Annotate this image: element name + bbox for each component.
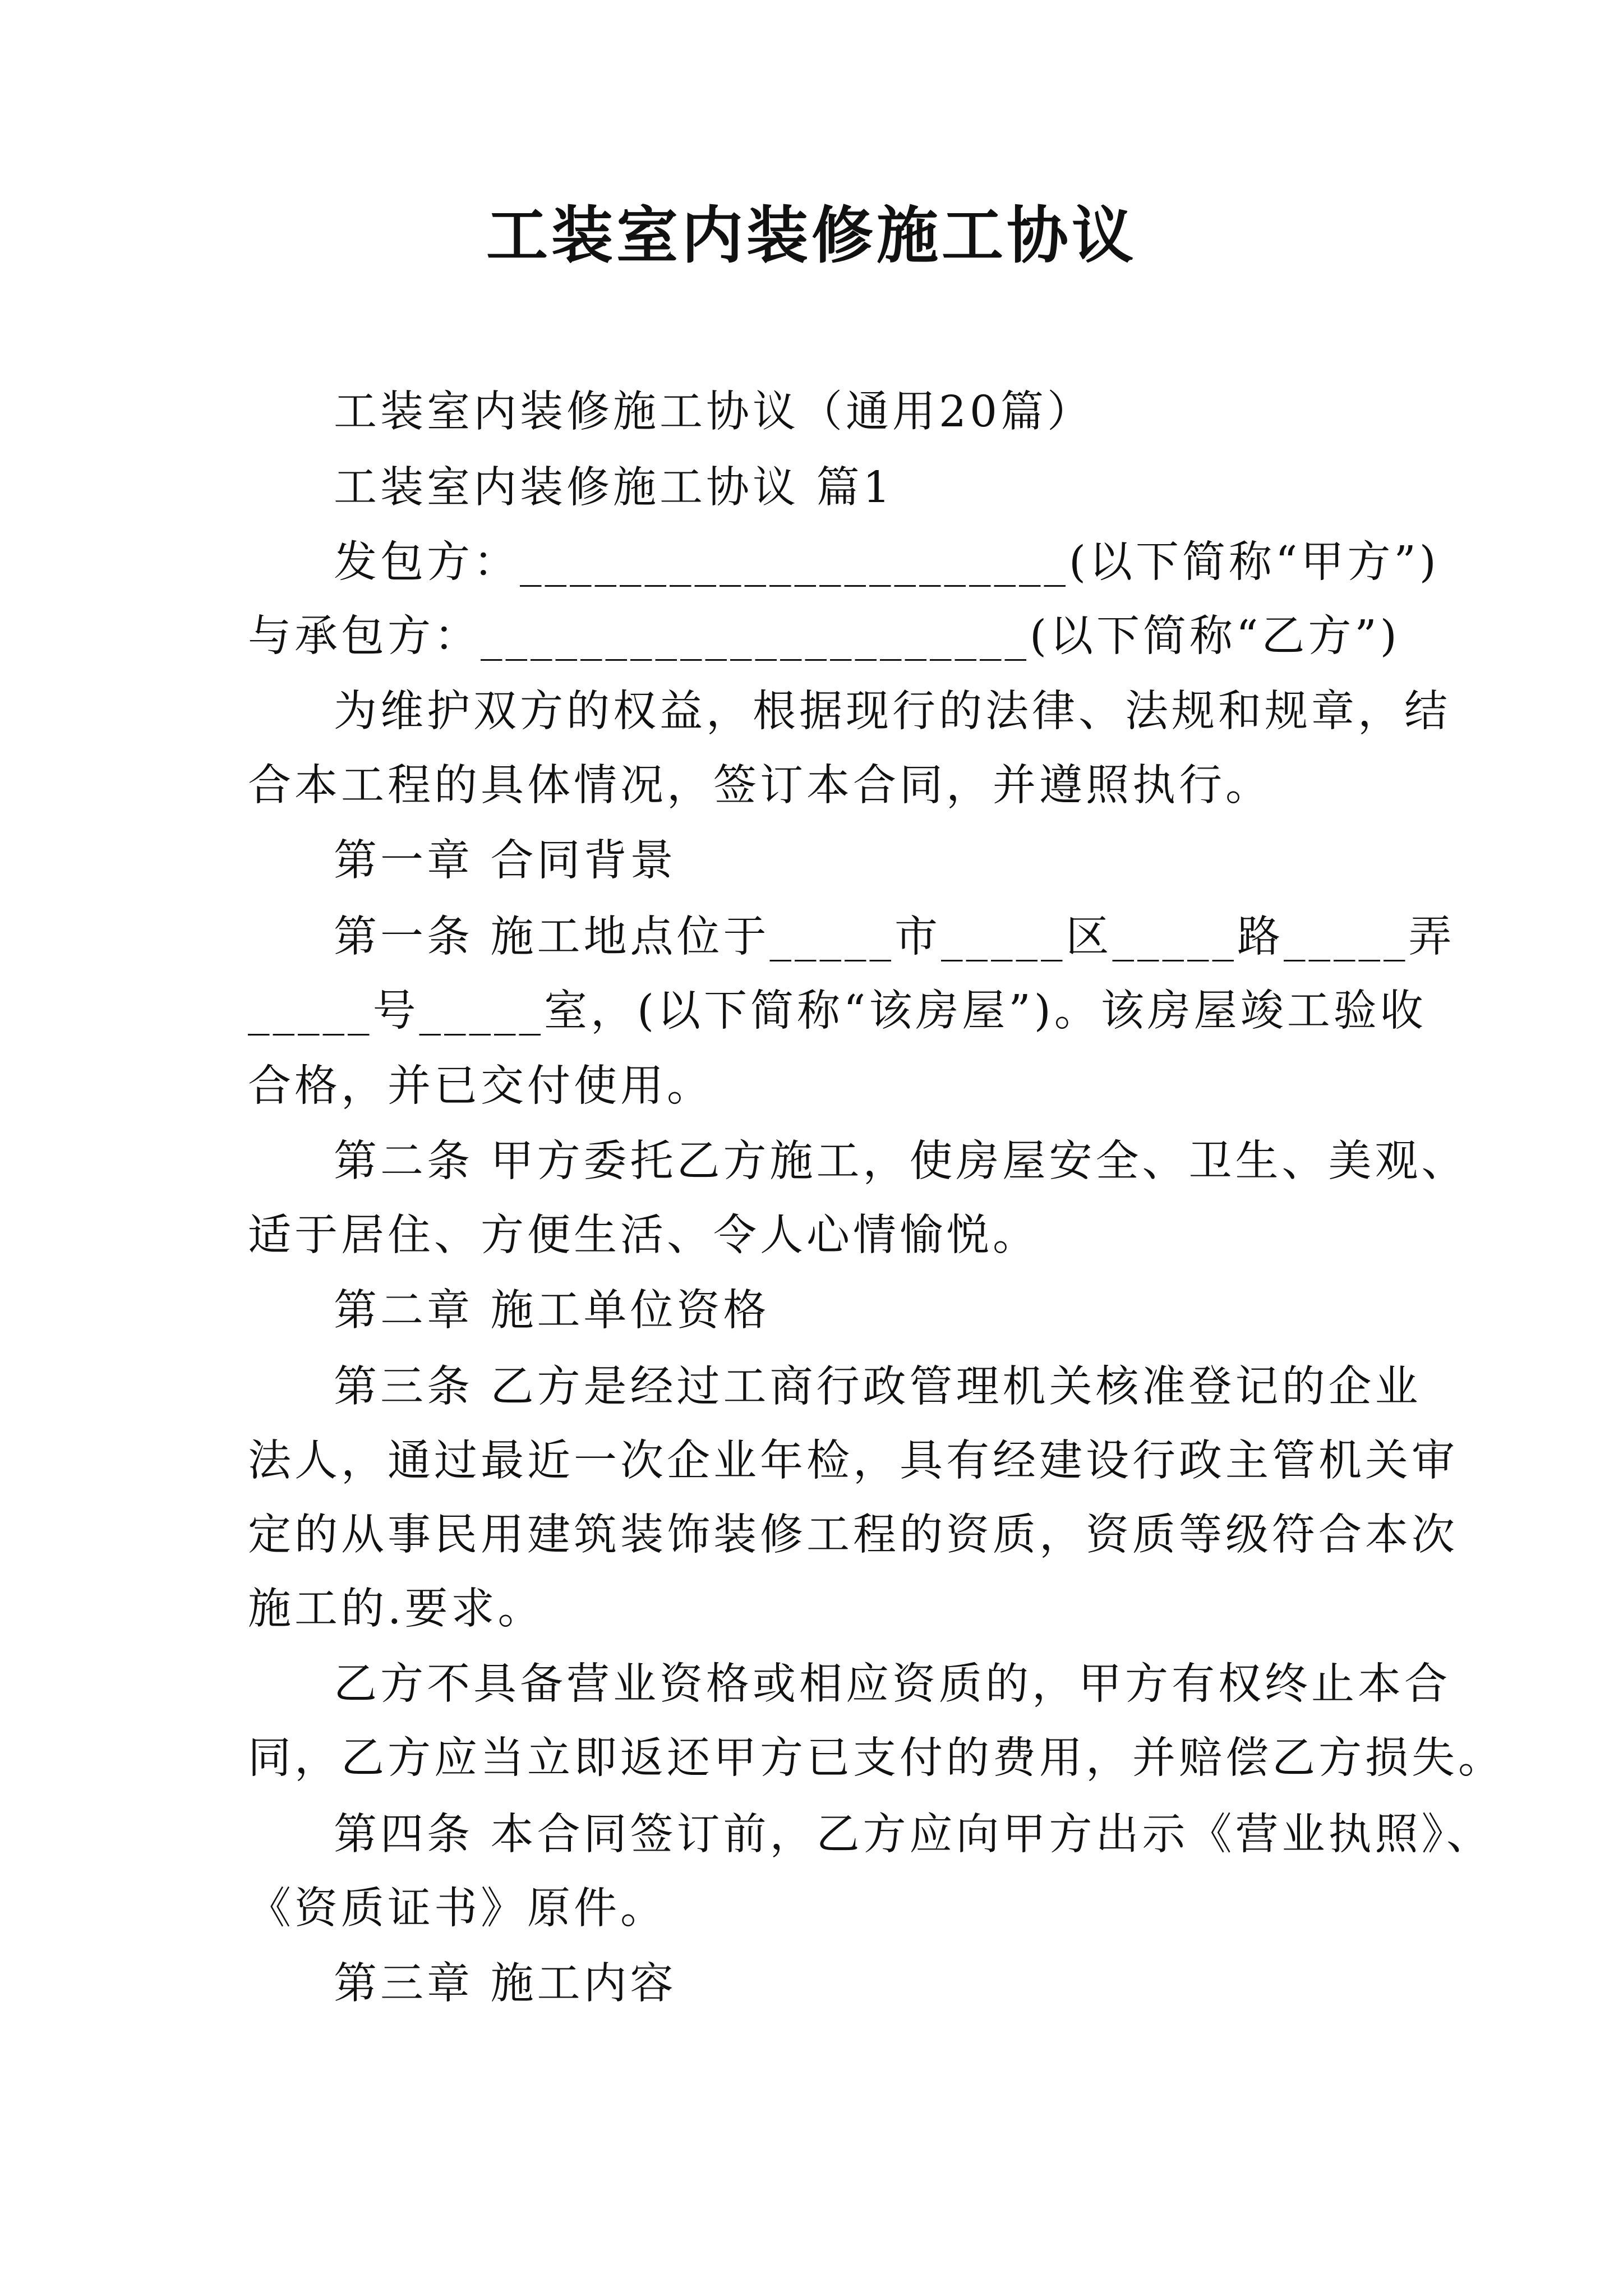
section-heading: 工装室内装修施工协议 篇1 xyxy=(334,463,894,513)
article-line: 施工的.要求。 xyxy=(248,1584,545,1634)
paragraph-line: 同，乙方应当立即返还甲方已支付的费用，并赔偿乙方损失。 xyxy=(248,1733,1505,1783)
article-line: 法人，通过最近一次企业年检，具有经建设行政主管机关审 xyxy=(248,1436,1458,1486)
article-line: 第一条 施工地点位于_____市_____区_____路_____弄 xyxy=(334,912,1455,962)
party-b-line: 与承包方：______________________(以下简称“乙方”) xyxy=(248,611,1400,661)
document-title: 工装室内装修施工协议 xyxy=(486,199,1137,272)
article-line: 适于居住、方便生活、令人心情愉悦。 xyxy=(248,1211,1039,1260)
chapter-heading: 第三章 施工内容 xyxy=(334,1959,677,2009)
article-line: 第三条 乙方是经过工商行政管理机关核准登记的企业 xyxy=(334,1362,1422,1412)
chapter-heading: 第一章 合同背景 xyxy=(334,836,677,886)
article-line: 《资质证书》原件。 xyxy=(248,1884,667,1934)
article-line: 第四条 本合同签订前，乙方应向甲方出示《营业执照》、 xyxy=(334,1810,1493,1860)
paragraph-line: 合本工程的具体情况，签订本合同，并遵照执行。 xyxy=(248,761,1272,811)
paragraph-line: 乙方不具备营业资格或相应资质的，甲方有权终止本合 xyxy=(334,1659,1451,1709)
party-a-line: 发包方：______________________(以下简称“甲方”) xyxy=(334,537,1440,587)
chapter-heading: 第二章 施工单位资格 xyxy=(334,1286,770,1336)
subtitle-line: 工装室内装修施工协议（通用20篇） xyxy=(334,387,1094,437)
article-line: 第二条 甲方委托乙方施工，使房屋安全、卫生、美观、 xyxy=(334,1137,1468,1186)
paragraph-line: 为维护双方的权益，根据现行的法律、法规和规章，结 xyxy=(334,687,1451,737)
article-line: _____号_____室，(以下简称“该房屋”)。该房屋竣工验收 xyxy=(248,986,1427,1036)
article-line: 合格，并已交付使用。 xyxy=(248,1061,713,1111)
article-line: 定的从事民用建筑装饰装修工程的资质，资质等级符合本次 xyxy=(248,1510,1458,1560)
